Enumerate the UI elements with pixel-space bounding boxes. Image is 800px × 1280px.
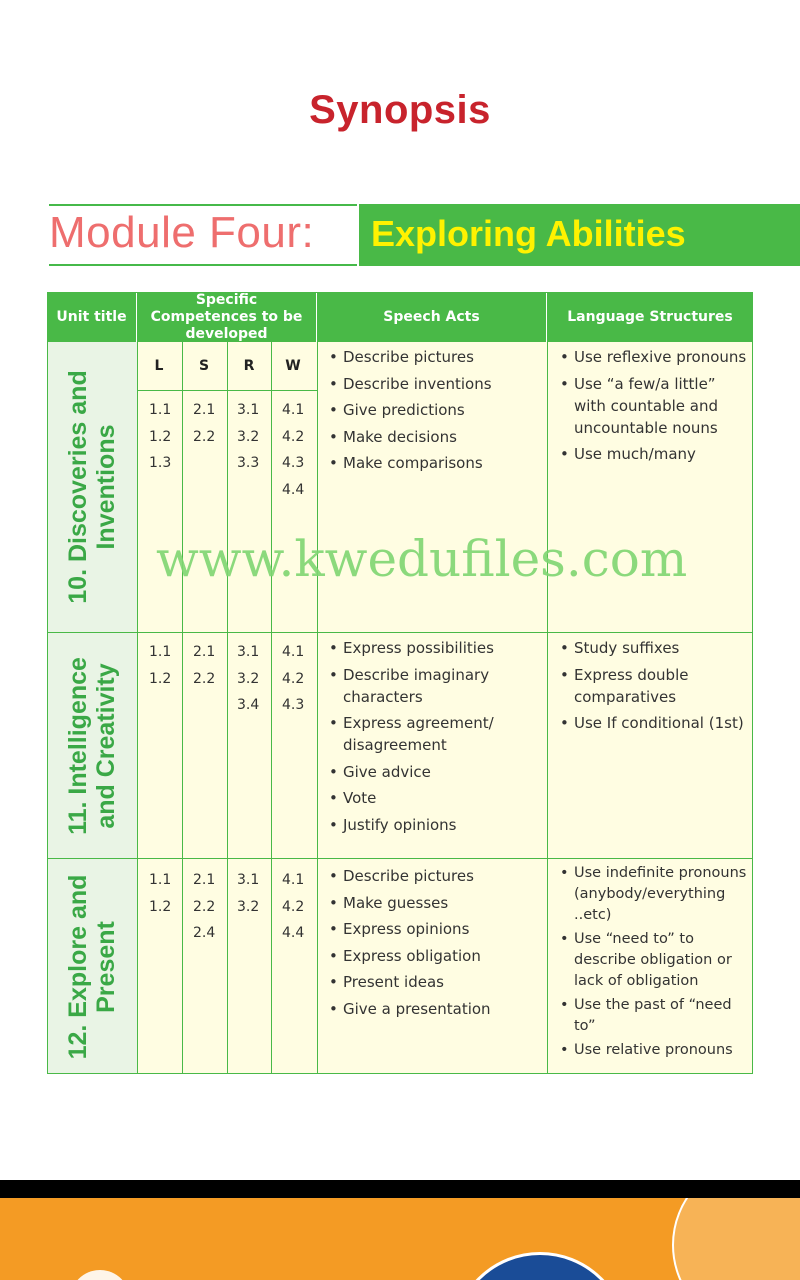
competences-s: 2.1 2.2 (193, 402, 216, 445)
speech-acts-list: • Describe pictures • Make guesses • Express opinions • Express obligation • Present ideas • Give a presentation (329, 865, 543, 1024)
header-competences: Specific Competences to be developed (137, 292, 317, 342)
header-speech-acts: Speech Acts (317, 292, 547, 342)
competences-s: 2.1 2.2 2.4 (193, 872, 216, 941)
unit-title: 12. Explore and Present (64, 874, 120, 1059)
unit-cell (47, 342, 137, 632)
competences-r: 3.1 3.2 (237, 872, 260, 915)
module-label: Module Four: (49, 208, 315, 257)
competences-r: 3.1 3.2 3.4 (237, 644, 260, 713)
synopsis-table (47, 292, 753, 1074)
unit-cell (47, 859, 137, 1074)
skill-header-r: R (243, 358, 255, 374)
watermark: www.kwedufiles.com (156, 530, 688, 588)
header-structures: Language Structures (547, 292, 753, 342)
speech-acts-list: • Describe pictures • Describe inventions • Give predictions • Make decisions • Make comparisons (329, 346, 543, 479)
competences-s: 2.1 2.2 (193, 644, 216, 687)
structures-list: • Use indefinite pronouns (anybody/everything ..etc) • Use “need to” to describe obligation or lack of obligation • Use the past of “need to” • Use relative pronouns (560, 863, 753, 1061)
competences-w: 4.1 4.2 4.3 4.4 (282, 402, 305, 498)
table-row (47, 859, 753, 1074)
structures-list: • Use reflexive pronouns • Use “a few/a little” with countable and uncountable nouns • Use much/many (560, 346, 752, 470)
page-title: Synopsis (309, 88, 491, 132)
competences-l: 1.1 1.2 (149, 644, 172, 687)
structures-list: • Study suffixes • Express double comparatives • Use If conditional (1st) (560, 637, 748, 739)
skill-header-l: L (154, 358, 164, 374)
module-banner (49, 204, 800, 266)
module-name: Exploring Abilities (371, 213, 686, 254)
competences-r: 3.1 3.2 3.3 (237, 402, 260, 471)
unit-cell (47, 633, 137, 858)
header-unit: Unit title (47, 292, 137, 342)
unit-title: 11. Intelligence and Creativity (64, 656, 120, 835)
competences-l: 1.1 1.2 (149, 872, 172, 915)
table-row (47, 633, 753, 859)
decor-circle (672, 1198, 800, 1280)
skill-header-w: W (285, 358, 301, 374)
skill-header-s: S (198, 358, 210, 374)
decor-circle (70, 1270, 130, 1280)
competences-w: 4.1 4.2 4.3 (282, 644, 305, 713)
competences-l: 1.1 1.2 1.3 (149, 402, 172, 471)
decor-circle (452, 1252, 628, 1280)
unit-title: 10. Discoveries and Inventions (64, 370, 120, 604)
module-name-box (359, 204, 800, 266)
footer-bar (0, 1180, 800, 1198)
footer-decoration (0, 1198, 800, 1280)
table-row (47, 342, 753, 633)
speech-acts-list: • Express possibilities • Describe imaginary characters • Express agreement/ disagreement • Give advice • Vote • Justify opinions (329, 637, 534, 840)
module-label-box (49, 204, 357, 266)
competences-w: 4.1 4.2 4.4 (282, 872, 305, 941)
